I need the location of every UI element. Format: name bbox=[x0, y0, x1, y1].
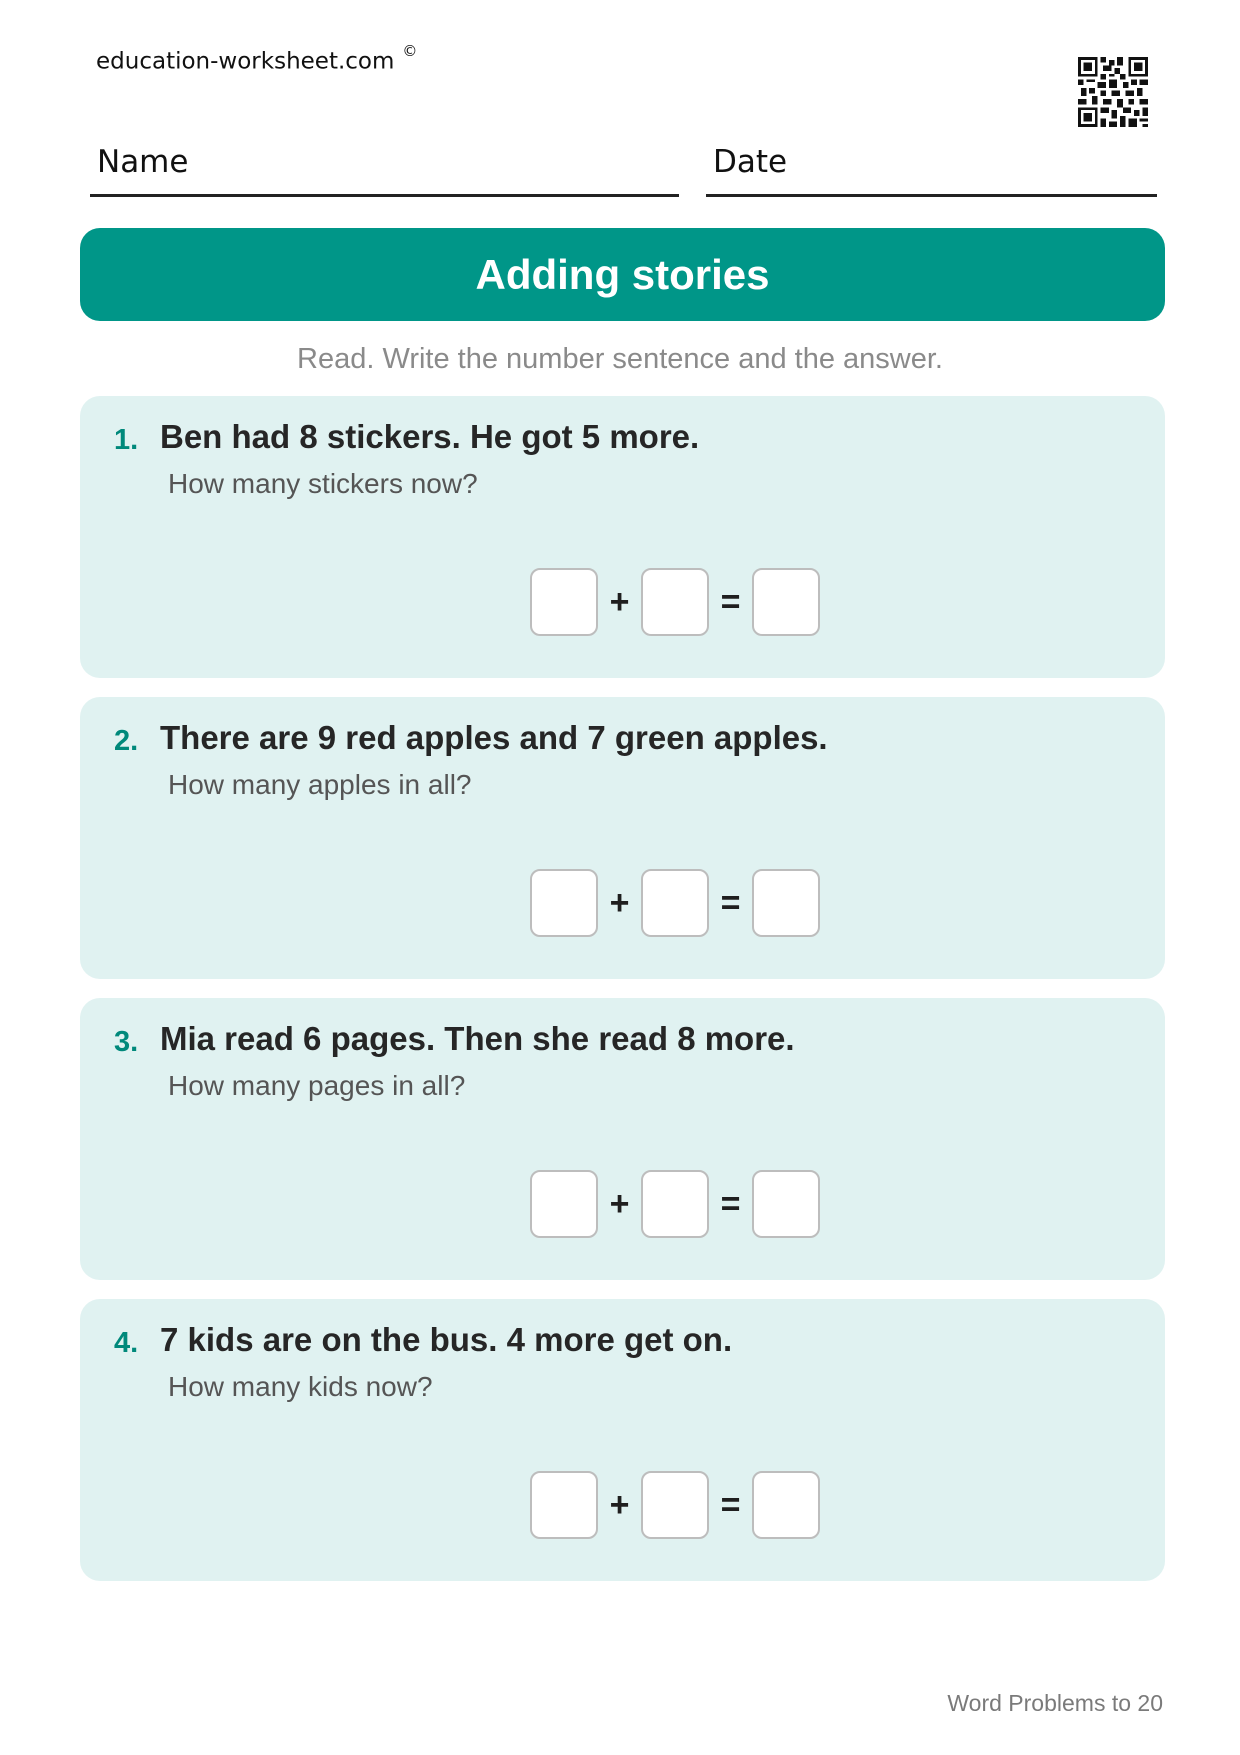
problem-card-1 bbox=[80, 396, 1165, 678]
equals-sign: = bbox=[720, 582, 741, 621]
equals-sign: = bbox=[720, 1485, 741, 1524]
problem-question: How many kids now? bbox=[168, 1371, 433, 1402]
number-sentence bbox=[530, 1471, 820, 1539]
number-sentence bbox=[530, 568, 820, 636]
title-banner bbox=[80, 228, 1165, 321]
addend-box-2[interactable] bbox=[641, 568, 709, 636]
problem-number: 3. bbox=[114, 1026, 139, 1058]
problem-card-2 bbox=[80, 697, 1165, 979]
plus-sign: + bbox=[609, 582, 630, 621]
qr-code-icon bbox=[1078, 57, 1148, 127]
problem-sentence: Ben had 8 stickers. He got 5 more. bbox=[160, 418, 700, 455]
site-name bbox=[96, 42, 418, 75]
instructions: Read. Write the number sentence and the answer. bbox=[297, 343, 943, 375]
footer-label: Word Problems to 20 bbox=[947, 1690, 1163, 1716]
answer-box[interactable] bbox=[752, 1170, 820, 1238]
name-field[interactable] bbox=[90, 140, 679, 197]
problem-sentence: Mia read 6 pages. Then she read 8 more. bbox=[160, 1020, 795, 1057]
problem-number: 2. bbox=[114, 725, 139, 757]
number-sentence bbox=[530, 869, 820, 937]
problem-question: How many pages in all? bbox=[168, 1070, 466, 1101]
copyright-symbol: © bbox=[402, 42, 418, 60]
addend-box-1[interactable] bbox=[530, 1471, 598, 1539]
plus-sign: + bbox=[609, 1485, 630, 1524]
name-label: Name bbox=[97, 144, 189, 180]
problem-card-3 bbox=[80, 998, 1165, 1280]
problem-sentence: 7 kids are on the bus. 4 more get on. bbox=[160, 1321, 733, 1358]
problem-number: 1. bbox=[114, 424, 139, 456]
addend-box-1[interactable] bbox=[530, 869, 598, 937]
plus-sign: + bbox=[609, 883, 630, 922]
answer-box[interactable] bbox=[752, 568, 820, 636]
plus-sign: + bbox=[609, 1184, 630, 1223]
problem-sentence: There are 9 red apples and 7 green apples. bbox=[160, 719, 828, 756]
addend-box-1[interactable] bbox=[530, 1170, 598, 1238]
problem-question: How many apples in all? bbox=[168, 769, 472, 800]
answer-box[interactable] bbox=[752, 1471, 820, 1539]
addend-box-2[interactable] bbox=[641, 869, 709, 937]
problem-card-4 bbox=[80, 1299, 1165, 1581]
equals-sign: = bbox=[720, 1184, 741, 1223]
answer-box[interactable] bbox=[752, 869, 820, 937]
problem-number: 4. bbox=[114, 1327, 139, 1359]
date-field[interactable] bbox=[706, 140, 1157, 197]
page-title: Adding stories bbox=[475, 250, 770, 298]
problem-question: How many stickers now? bbox=[168, 468, 478, 499]
equals-sign: = bbox=[720, 883, 741, 922]
addend-box-2[interactable] bbox=[641, 1471, 709, 1539]
addend-box-1[interactable] bbox=[530, 568, 598, 636]
number-sentence bbox=[530, 1170, 820, 1238]
date-label: Date bbox=[713, 144, 788, 180]
site-url: education-worksheet.com bbox=[96, 48, 395, 75]
addend-box-2[interactable] bbox=[641, 1170, 709, 1238]
